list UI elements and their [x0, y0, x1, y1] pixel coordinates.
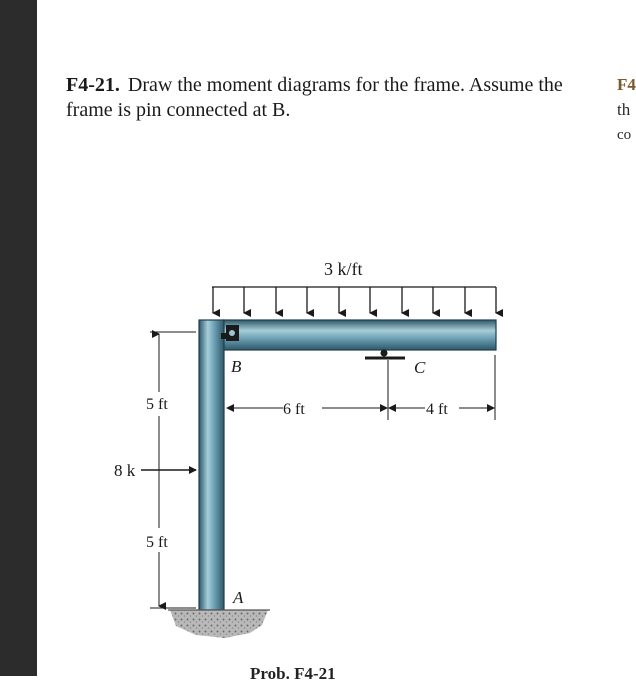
- dimension-upper-5ft-label: 5 ft: [146, 396, 168, 413]
- label-a: A: [233, 588, 244, 607]
- side-column-line-1: F4: [617, 75, 636, 94]
- distributed-load-label: 3 k/ft: [324, 259, 363, 279]
- ground-fixed-support: [168, 610, 270, 638]
- dimension-4ft-label: 4 ft: [426, 401, 448, 418]
- dimension-lower-5ft-label: 5 ft: [146, 534, 168, 551]
- frame-beam: [223, 320, 496, 350]
- frame-column: [199, 320, 224, 610]
- side-column-line-3: co: [617, 127, 632, 143]
- figure-caption: Prob. F4-21: [250, 664, 336, 683]
- dimension-6ft-label: 6 ft: [283, 401, 305, 418]
- roller-support-c: [365, 350, 405, 421]
- label-c: C: [414, 358, 426, 377]
- label-b: B: [231, 357, 242, 376]
- problem-text: Draw the moment diagrams for the frame. Assume the frame is pin connected at B.: [66, 74, 563, 121]
- distributed-load-arrows: [212, 287, 496, 313]
- point-load-label: 8 k: [114, 461, 136, 480]
- side-column-line-2: th: [617, 100, 631, 119]
- problem-number: F4-21.: [66, 74, 120, 96]
